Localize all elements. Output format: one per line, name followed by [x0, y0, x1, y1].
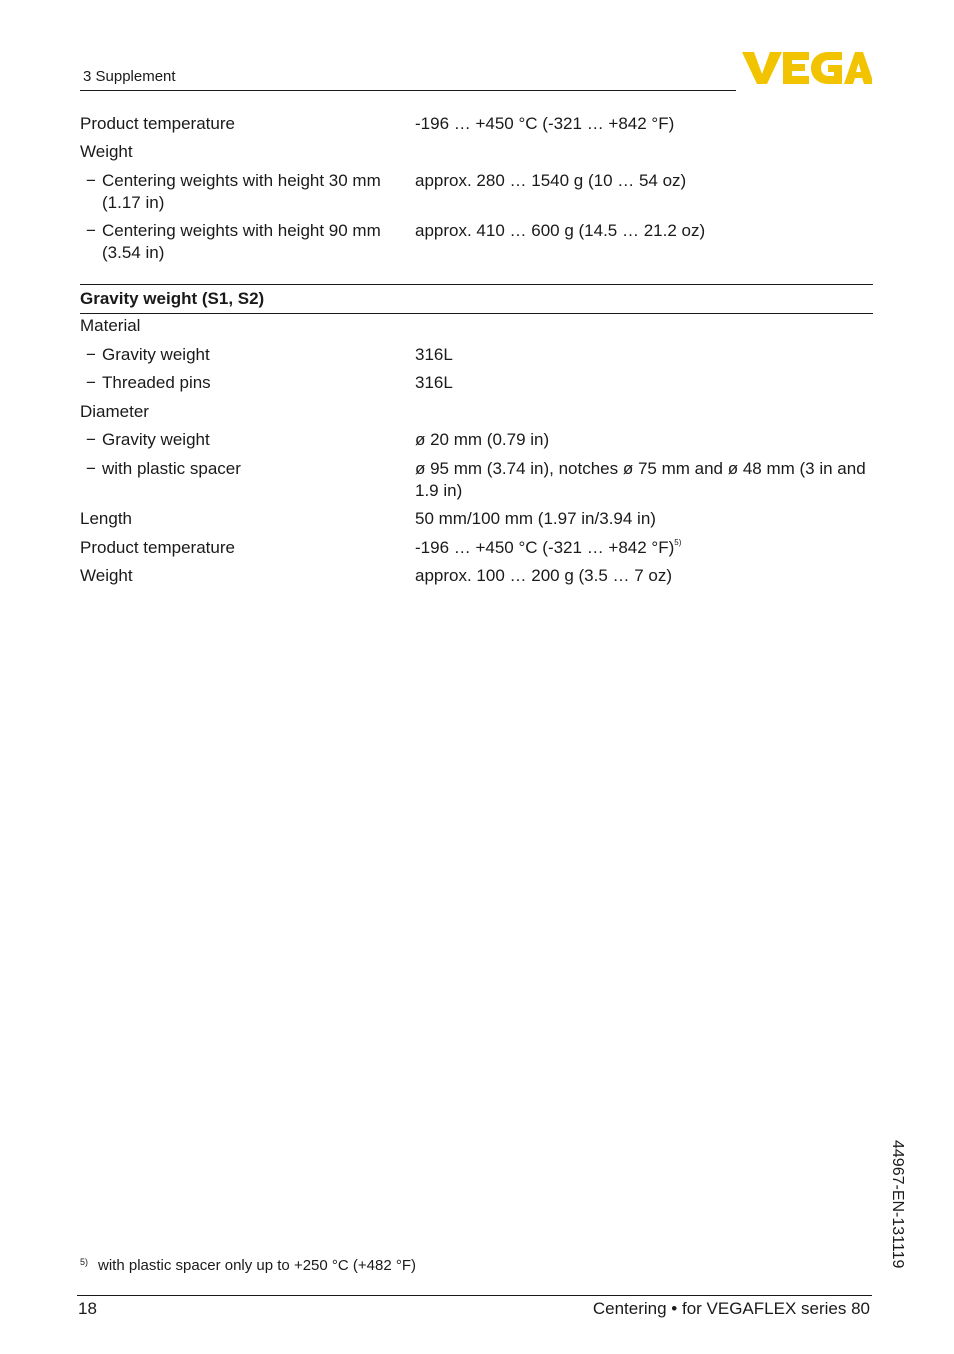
- spec-value: 316L: [415, 373, 453, 392]
- header-section-label: 3 Supplement: [83, 68, 176, 85]
- spec-sublabel-text: Threaded pins: [102, 373, 211, 392]
- spec-sublabel-text: Centering weights with height 90 mm (3.54 in): [102, 221, 381, 262]
- spec-value: [415, 537, 870, 559]
- dash-bullet: −: [86, 221, 96, 240]
- spec-value: 316L: [415, 345, 453, 364]
- spec-sublabel: [86, 220, 422, 264]
- footnote-reference: 5): [674, 538, 682, 547]
- spec-value: 50 mm/100 mm (1.97 in/3.94 in): [415, 509, 656, 528]
- dash-bullet: −: [86, 459, 96, 478]
- footer-divider: [77, 1295, 872, 1296]
- spec-label: Length: [80, 509, 132, 528]
- spec-value: -196 … +450 °C (-321 … +842 °F): [415, 114, 675, 133]
- page-number: 18: [78, 1299, 97, 1318]
- spec-sublabel-text: Centering weights with height 30 mm (1.17 in): [102, 171, 381, 212]
- dash-bullet: −: [86, 373, 96, 392]
- spec-value: ø 95 mm (3.74 in), notches ø 75 mm and ø 48 mm (3 in and 1.9 in): [415, 459, 866, 500]
- spec-sublabel: [86, 344, 422, 366]
- spec-label: Product temperature: [80, 538, 235, 557]
- spec-sublabel-text: Gravity weight: [102, 345, 210, 364]
- spec-label: Material: [80, 316, 141, 335]
- dash-bullet: −: [86, 430, 96, 449]
- footnote: [80, 1257, 416, 1274]
- spec-label: Diameter: [80, 402, 149, 421]
- document-code: 44967-EN-131119: [889, 1140, 906, 1269]
- spec-sublabel: [86, 170, 422, 214]
- vega-logo: [742, 48, 872, 86]
- dash-bullet: −: [86, 345, 96, 364]
- spec-value: approx. 100 … 200 g (3.5 … 7 oz): [415, 566, 673, 585]
- footer-title: Centering • for VEGAFLEX series 80: [592, 1299, 870, 1318]
- spec-label: Product temperature: [80, 114, 235, 133]
- spec-label: Weight: [80, 566, 133, 585]
- footnote-mark: 5): [80, 1257, 89, 1267]
- header-divider: [80, 90, 736, 91]
- footnote-text: with plastic spacer only up to +250 °C (+482 °F): [98, 1257, 417, 1274]
- section-header: [80, 284, 873, 314]
- spec-value-text: -196 … +450 °C (-321 … +842 °F): [415, 538, 675, 557]
- section-title: Gravity weight (S1, S2): [80, 289, 265, 308]
- spec-value: approx. 280 … 1540 g (10 … 54 oz): [415, 171, 687, 190]
- spec-label: Weight: [80, 142, 133, 161]
- dash-bullet: −: [86, 171, 96, 190]
- spec-sublabel: [86, 458, 422, 480]
- spec-value: ø 20 mm (0.79 in): [415, 430, 550, 449]
- spec-value: approx. 410 … 600 g (14.5 … 21.2 oz): [415, 221, 706, 240]
- spec-sublabel: [86, 372, 422, 394]
- spec-sublabel-text: Gravity weight: [102, 430, 210, 449]
- spec-sublabel-text: with plastic spacer: [102, 459, 241, 478]
- spec-sublabel: [86, 429, 422, 451]
